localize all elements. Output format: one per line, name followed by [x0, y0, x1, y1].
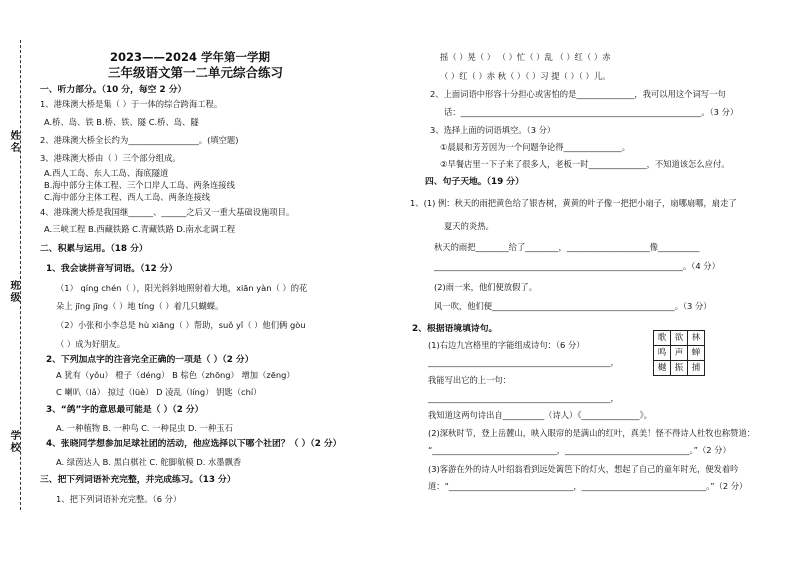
text-l-5: A.西人工岛、东人工岛、海底隧道 [44, 168, 169, 178]
text-l-16: A 犹有（yǒu） 橙子（déng） B 棕色（zhōng） 增加（zēng） [56, 370, 295, 380]
text-l-6: B.海中部分主体工程、三个口岸人工岛、两条连接线 [44, 180, 235, 190]
text-r-4: 话：__________________________________________________________。（3 分） [444, 107, 739, 117]
text-r-19: 我知道这两句诗出自__________（诗人）《______________》。 [428, 410, 653, 420]
side-label-name: 姓名 [8, 130, 19, 154]
grid-cell: 歌 [654, 331, 671, 346]
text-r-13: 风一吹，他们便____________________________________________。（3 分） [434, 301, 712, 311]
text-r-9: 夏天的炎热。 [444, 221, 494, 231]
grid-cell: 樾 [654, 361, 671, 376]
text-r-6: ①晨晨和芳芳因为一个问题争论得______________。 [440, 142, 630, 152]
text-r-12: (2)雨一来，他们便放假了。 [434, 282, 538, 292]
text-r-17: 我能写出它的上一句： [428, 375, 511, 385]
grid-cell: 捕 [688, 361, 705, 376]
text-l-21: A. 绿茵达人 B. 黑白棋社 C. 舵脚航模 D. 水墨飘香 [56, 457, 242, 467]
text-r-20: (2)深秋时节，登上岳麓山，映入眼帘的是满山的红叶，真美！怪不得诗人杜牧也称赞道： [428, 428, 756, 438]
text-r-15: (1)右边九宫格里的字能组成诗句：（6 分） [428, 340, 585, 350]
text-l-19: A. 一种植物 B. 一种鸟 C. 一种昆虫 D. 一种玉石 [56, 423, 233, 433]
text-r-2: （ ）红（ ）赤 秋（ ）（ ）习 提（ ）（ ）儿。 [440, 71, 611, 81]
text-r-22: (3)客游在外的诗人叶绍翁看到远处篱笆下的灯火，想起了自己的童年时光，便发着吟 [428, 464, 739, 474]
text-r-21: “______________________________，______________________________。”（2 分） [428, 445, 731, 455]
text-sec-4: 四、句子天地。（19 分） [425, 177, 524, 187]
side-label-school: 学校 [8, 430, 19, 454]
text-title-year: 2023——2024 学年第一学期 [110, 50, 271, 64]
side-label-class: 班级 [8, 280, 19, 304]
text-r-16: ____________________________________________， [428, 357, 619, 367]
text-l-8: 4、港珠澳大桥是我国继______、______之后又一重大基础设施项目。 [40, 207, 295, 217]
text-l-14: （ ）成为好朋友。 [56, 339, 126, 349]
text-r-3: 2、上面词语中形容十分担心或害怕的是______________，我可以用这个词写一句 [430, 89, 726, 99]
text-l-22: 1、把下列词语补充完整。（6 分） [56, 494, 182, 504]
text-r-23: 道：“______________________________，______________________________。”（2 分） [428, 481, 748, 491]
text-l-12: 朵上 jīng jīng（ ）地 tíng（ ）着几只蝴蝶。 [56, 301, 224, 311]
text-r-11: ____________________________________________________________。（4 分） [434, 261, 720, 271]
text-l-3: 2、港珠澳大桥全长约为_________________。(填空题) [40, 135, 239, 145]
text-l-9: A.三峡工程 B.西藏铁路 C.青藏铁路 D.南水北调工程 [44, 224, 236, 234]
text-l-18: 3、“鸽”字的意思最可能是（ ）（2 分） [46, 405, 204, 415]
text-r-8: 1、(1) 例：秋天的雨把黄色给了银杏树，黄黄的叶子像一把把小扇子，扇哪扇哪，扇走了 [410, 198, 737, 208]
grid-cell: 蝉 [688, 346, 705, 361]
text-r-10: 秋天的雨把________给了________，____________________像__________ [434, 242, 700, 252]
text-sec-1: 一、听力部分。（10 分，每空 2 分） [40, 85, 187, 95]
text-l-4: 3、港珠澳大桥由（ ）三个部分组成。 [40, 153, 181, 163]
text-r-1: 摇（ ）晃（ ） （ ）忙（ ）乱 （ ）红（ ）赤 [440, 52, 611, 62]
grid-cell: 声 [671, 346, 688, 361]
text-l-20: 4、张晓同学想参加足球社团的活动，他应选择以下哪个社团？（ ）（2 分） [46, 439, 342, 449]
text-r-7: ②早餐店里一下子来了很多人，老板一时______________，不知道该怎么应付。 [440, 159, 730, 169]
text-r-18: ____________________________________________， [428, 393, 619, 403]
text-sec-3: 三、把下列词语补充完整，并完成练习。（13 分） [40, 475, 236, 485]
text-l-7: C.海中部分主体工程、西人工岛、两条连接线 [44, 192, 211, 202]
nine-grid [653, 330, 705, 376]
text-l-17: C 喇叭（lǎ） 掠过（lüè） D 凌乱（líng） 钥匙（chí） [56, 387, 262, 397]
text-sec-2: 二、积累与运用。（18 分） [40, 244, 148, 254]
grid-cell: 欲 [671, 331, 688, 346]
grid-cell: 振 [671, 361, 688, 376]
text-l-11: （1） qíng chén（ ），阳光斜斜地照射着大地，xiān yàn（ ）的花 [56, 283, 308, 293]
text-l-13: （2）小张和小李总是 hù xiāng（ ）帮助，suǒ yǐ（ ）他们俩 gòu [56, 320, 306, 330]
text-title-name: 三年级语文第一二单元综合练习 [108, 65, 284, 80]
text-l-2: A.桥、岛、铁 B.桥、铁、隧 C.桥、岛、隧 [44, 117, 199, 127]
text-r-14: 2、根据语境填诗句。 [412, 324, 498, 334]
grid-cell: 林 [688, 331, 705, 346]
text-l-10: 1、我会读拼音写词语。（12 分） [46, 264, 178, 274]
text-l-15: 2、下列加点字的注音完全正确的一项是（ ）（2 分） [46, 355, 254, 365]
text-r-5: 3、选择上面的词语填空。（3 分） [430, 125, 556, 135]
binding-line [20, 40, 21, 510]
text-l-1: 1、港珠澳大桥是集（ ）于一体的综合跨海工程。 [40, 99, 223, 109]
grid-cell: 鸣 [654, 346, 671, 361]
